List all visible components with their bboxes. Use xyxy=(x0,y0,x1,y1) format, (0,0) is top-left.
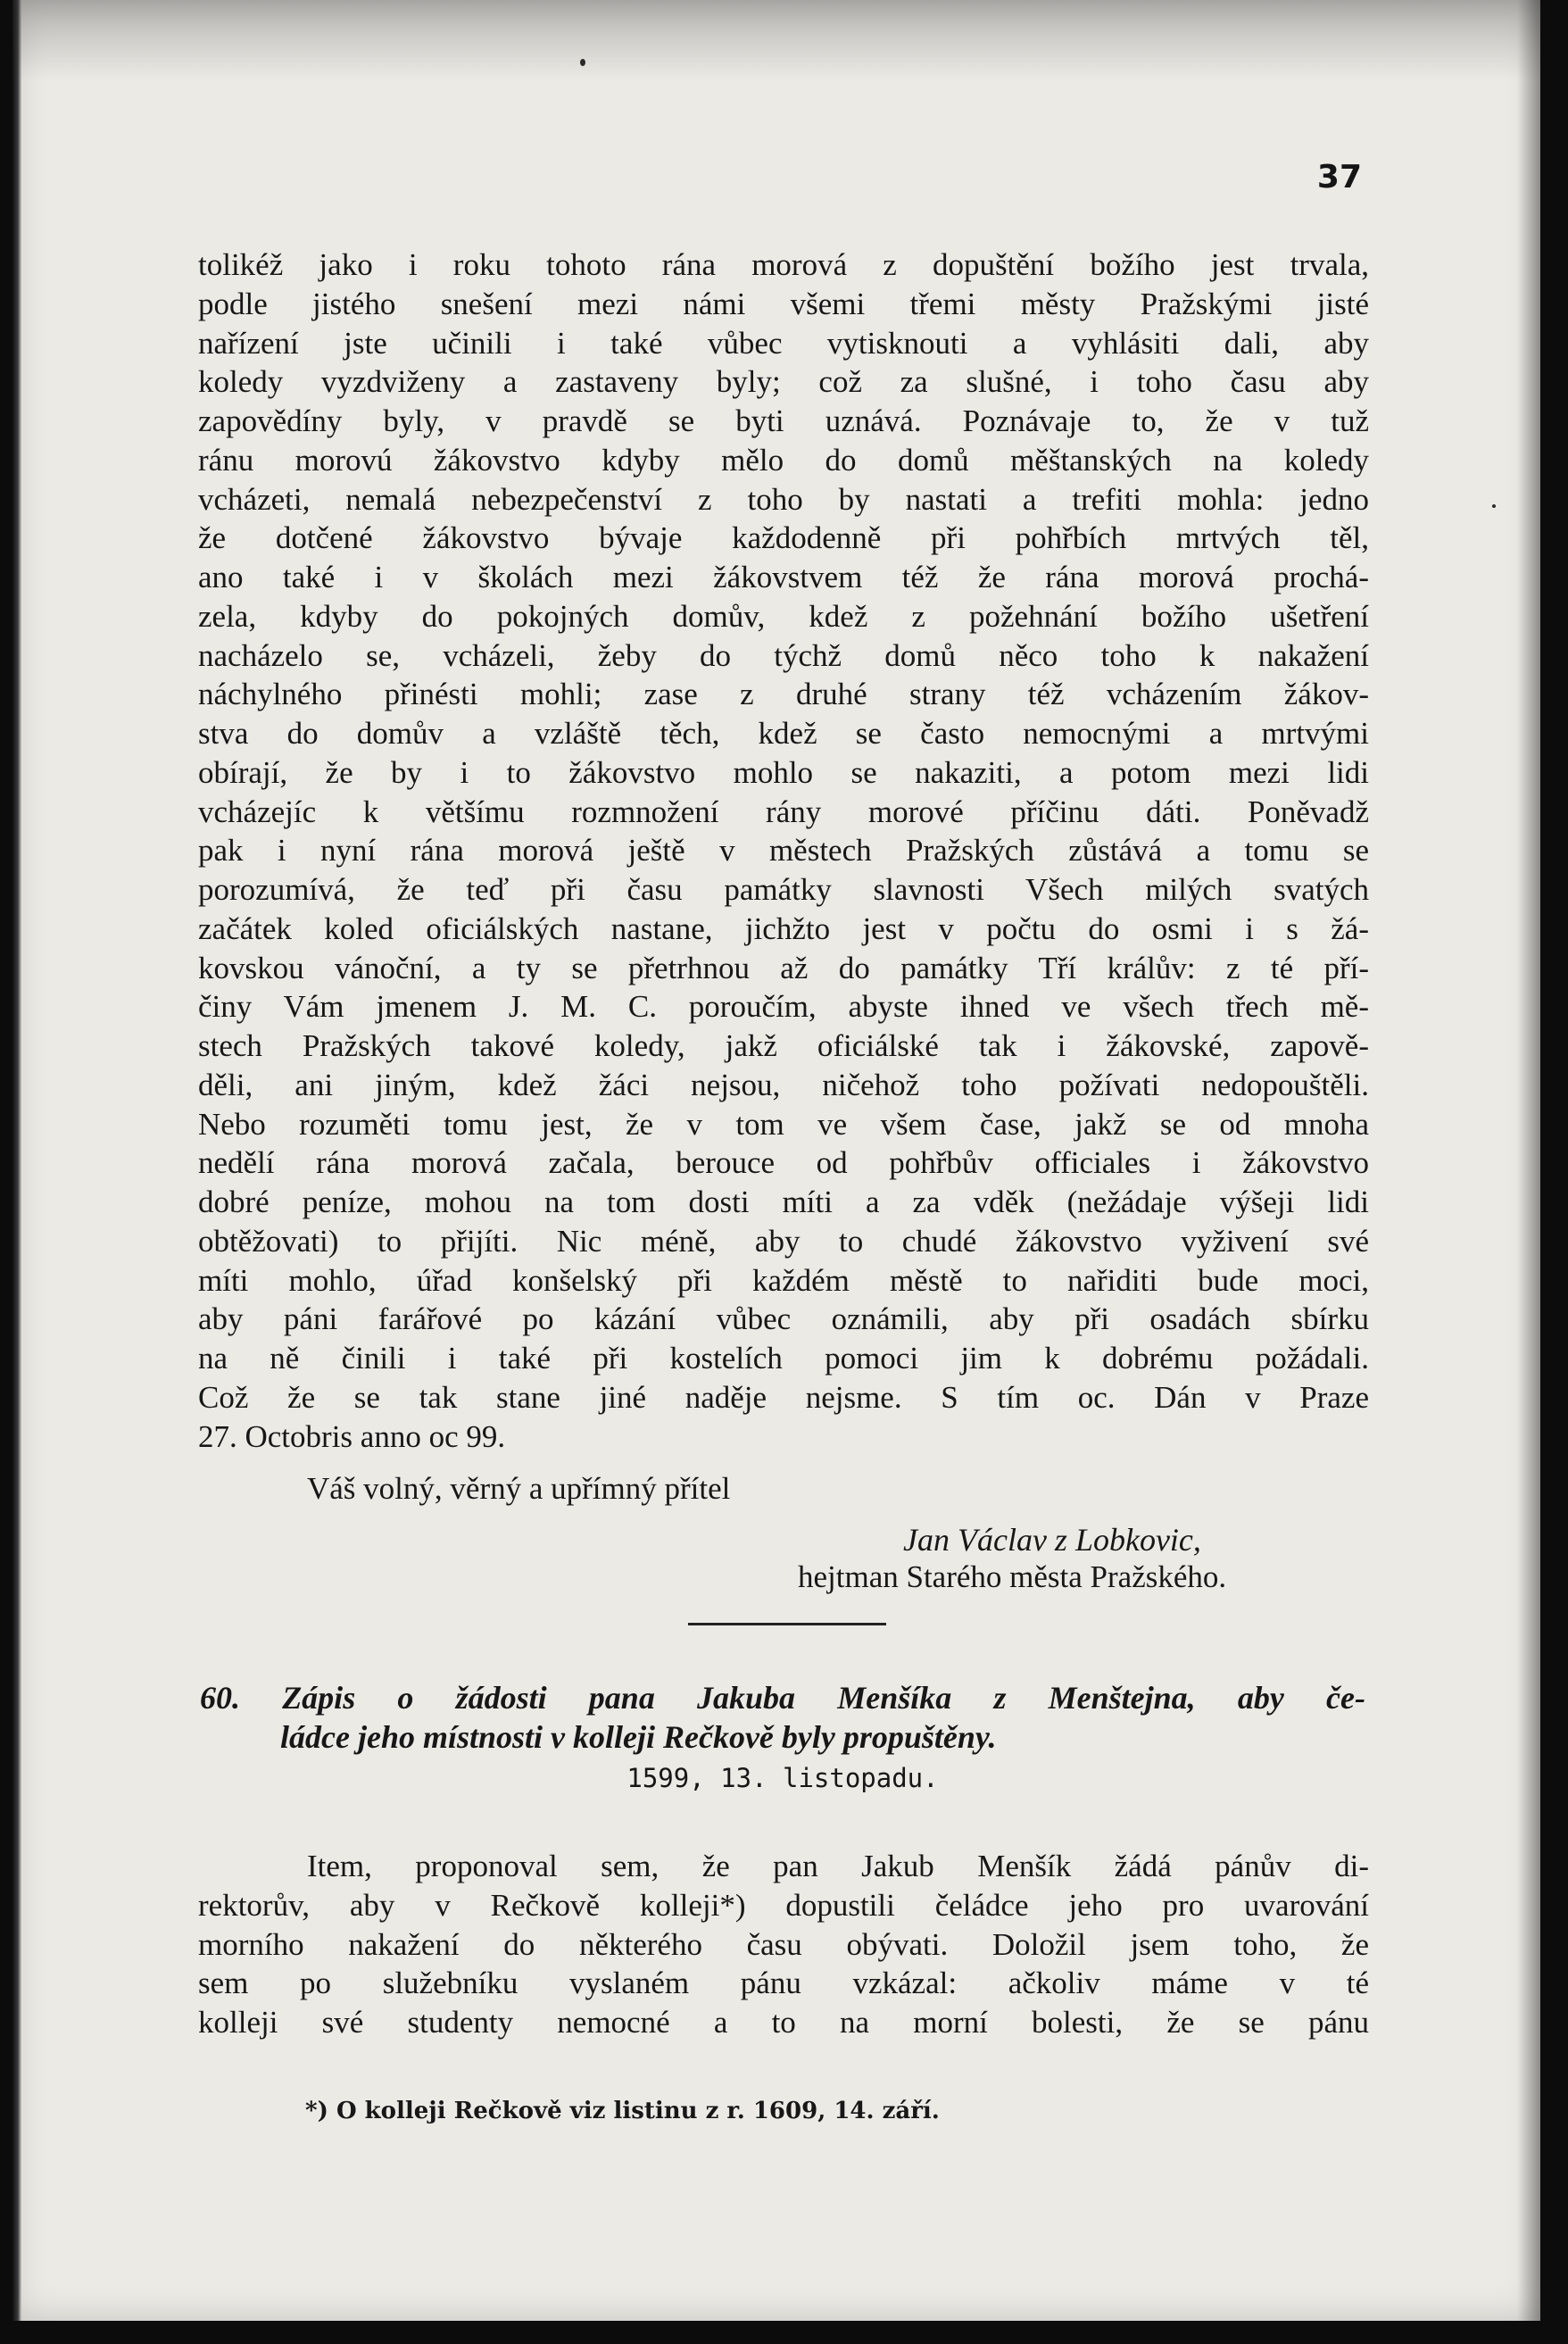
text-line: na ně činili i také při kostelích pomoci jim k dobrému požádali. xyxy=(198,1341,1369,1376)
text-line: koledy vyzdviženy a zastaveny byly; což za slušné, i toho času aby xyxy=(198,364,1369,399)
text-line: pak i nyní rána morová ještě v městech Pražských zůstává a tomu se xyxy=(198,833,1369,868)
text-line: stech Pražských takové koledy, jakž oficiálské tak i žákovské, zapově- xyxy=(198,1028,1369,1063)
signature-title: hejtman Starého města Pražského. xyxy=(798,1559,1227,1594)
text-line: zapovědíny byly, v pravdě se byti uznává. Poznávaje to, že v tuž xyxy=(198,403,1369,438)
text-line: tolikéž jako i roku tohoto rána morová z dopuštění božího jest trvala, xyxy=(198,247,1369,282)
text-line: podle jistého snešení mezi námi všemi třemi městy Pražskými jisté xyxy=(198,287,1369,321)
text-line: děli, ani jiným, kdež žáci nejsou, ničehož toho požívati nedopouštěli. xyxy=(198,1068,1369,1102)
footnote: *) O kolleji Rečkově viz listinu z r. 1609, 14. září. xyxy=(305,2098,940,2124)
right-edge-shadow xyxy=(1517,0,1540,2321)
book-spine-shadow xyxy=(12,0,21,2321)
text-line: aby páni farářové po kázání vůbec oznámili, aby při osadách sbírku xyxy=(198,1301,1369,1336)
text-line: sem po služebníku vyslaném pánu vzkázal: ačkoliv máme v té xyxy=(198,1966,1369,2000)
text-line: zela, kdyby do pokojných domův, kdež z požehnání božího ušetření xyxy=(198,599,1369,634)
book-page xyxy=(12,0,1540,2321)
text-line: morního nakažení do některého času obývati. Doložil jsem toho, že xyxy=(198,1927,1369,1962)
print-speck xyxy=(1492,504,1496,508)
print-speck xyxy=(580,59,585,66)
text-line: vcházeti, nemalá nebezpečenství z toho by nastati a trefiti mohla: jedno xyxy=(198,482,1369,517)
text-line: ránu morovú žákovstvo kdyby mělo do domů měštanských na koledy xyxy=(198,443,1369,478)
text-line: 27. Octobris anno oc 99. xyxy=(198,1419,506,1454)
entry-heading-line-1: 60. Zápis o žádosti pana Jakuba Menšíka z Menštejna, aby če- xyxy=(200,1680,1365,1716)
text-line: kovskou vánoční, a ty se přetrhnou až do památky Tří králův: z té pří- xyxy=(198,951,1369,985)
text-line: náchylného přinésti mohli; zase z druhé strany též vcházením žákov- xyxy=(198,677,1369,711)
top-edge-shadow xyxy=(12,0,1540,80)
text-line: obtěžovati) to přijíti. Nic méně, aby to chudé žákovstvo vyživení své xyxy=(198,1224,1369,1259)
text-line: činy Vám jmenem J. M. C. poroučím, abyste ihned ve všech třech mě- xyxy=(198,989,1369,1024)
section-divider xyxy=(688,1623,886,1625)
text-line: kolleji své studenty nemocné a to na morní bolesti, že se pánu xyxy=(198,2005,1369,2040)
text-line: Nebo rozuměti tomu jest, že v tom ve všem čase, jakž se od mnoha xyxy=(198,1107,1369,1142)
entry-heading-line-2: ládce jeho místnosti v kolleji Rečkově byly propuštěny. xyxy=(280,1719,997,1755)
text-line: nacházelo se, vcházeli, žeby do týchž domů něco toho k nakažení xyxy=(198,638,1369,673)
entry-date: 1599, 13. listopadu. xyxy=(626,1763,939,1793)
text-line: ano také i v školách mezi žákovstvem též že rána morová prochá- xyxy=(198,560,1369,594)
text-line: rektorův, aby v Rečkově kolleji*) dopustili čeládce jeho pro uvarování xyxy=(198,1888,1369,1923)
text-line: vcházejíc k většímu rozmnožení rány morové příčinu dáti. Poněvadž xyxy=(198,794,1369,829)
text-line: Což že se tak stane jiné naděje nejsme. S tím oc. Dán v Praze xyxy=(198,1380,1369,1415)
closing-salutation: Váš volný, věrný a upřímný přítel xyxy=(307,1471,731,1506)
text-line: nařízení jste učinili i také vůbec vytisknouti a vyhlásiti dali, aby xyxy=(198,326,1369,361)
page-number: 37 xyxy=(1316,159,1362,195)
signature-name: Jan Václav z Lobkovic, xyxy=(903,1522,1201,1558)
text-line: stva do domův a vzláště těch, kdež se často nemocnými a mrtvými xyxy=(198,716,1369,751)
text-line: míti mohlo, úřad konšelský při každém městě to nařiditi bude moci, xyxy=(198,1263,1369,1298)
text-line: obírají, že by i to žákovstvo mohlo se nakaziti, a potom mezi lidi xyxy=(198,755,1369,790)
text-line: že dotčené žákovstvo bývaje každodenně při pohřbích mrtvých těl, xyxy=(198,520,1369,555)
text-line: nedělí rána morová začala, berouce od pohřbův officiales i žákovstvo xyxy=(198,1145,1369,1180)
text-line: začátek koled oficiálských nastane, jichžto jest v počtu do osmi i s žá- xyxy=(198,911,1369,946)
text-line: dobré peníze, mohou na tom dosti míti a za vděk (nežádaje výšeji lidi xyxy=(198,1184,1369,1219)
text-line: porozumívá, že teď při času památky slavnosti Všech milých svatých xyxy=(198,872,1369,907)
text-line: Item, proponoval sem, že pan Jakub Menšík žádá pánův di- xyxy=(307,1849,1369,1883)
